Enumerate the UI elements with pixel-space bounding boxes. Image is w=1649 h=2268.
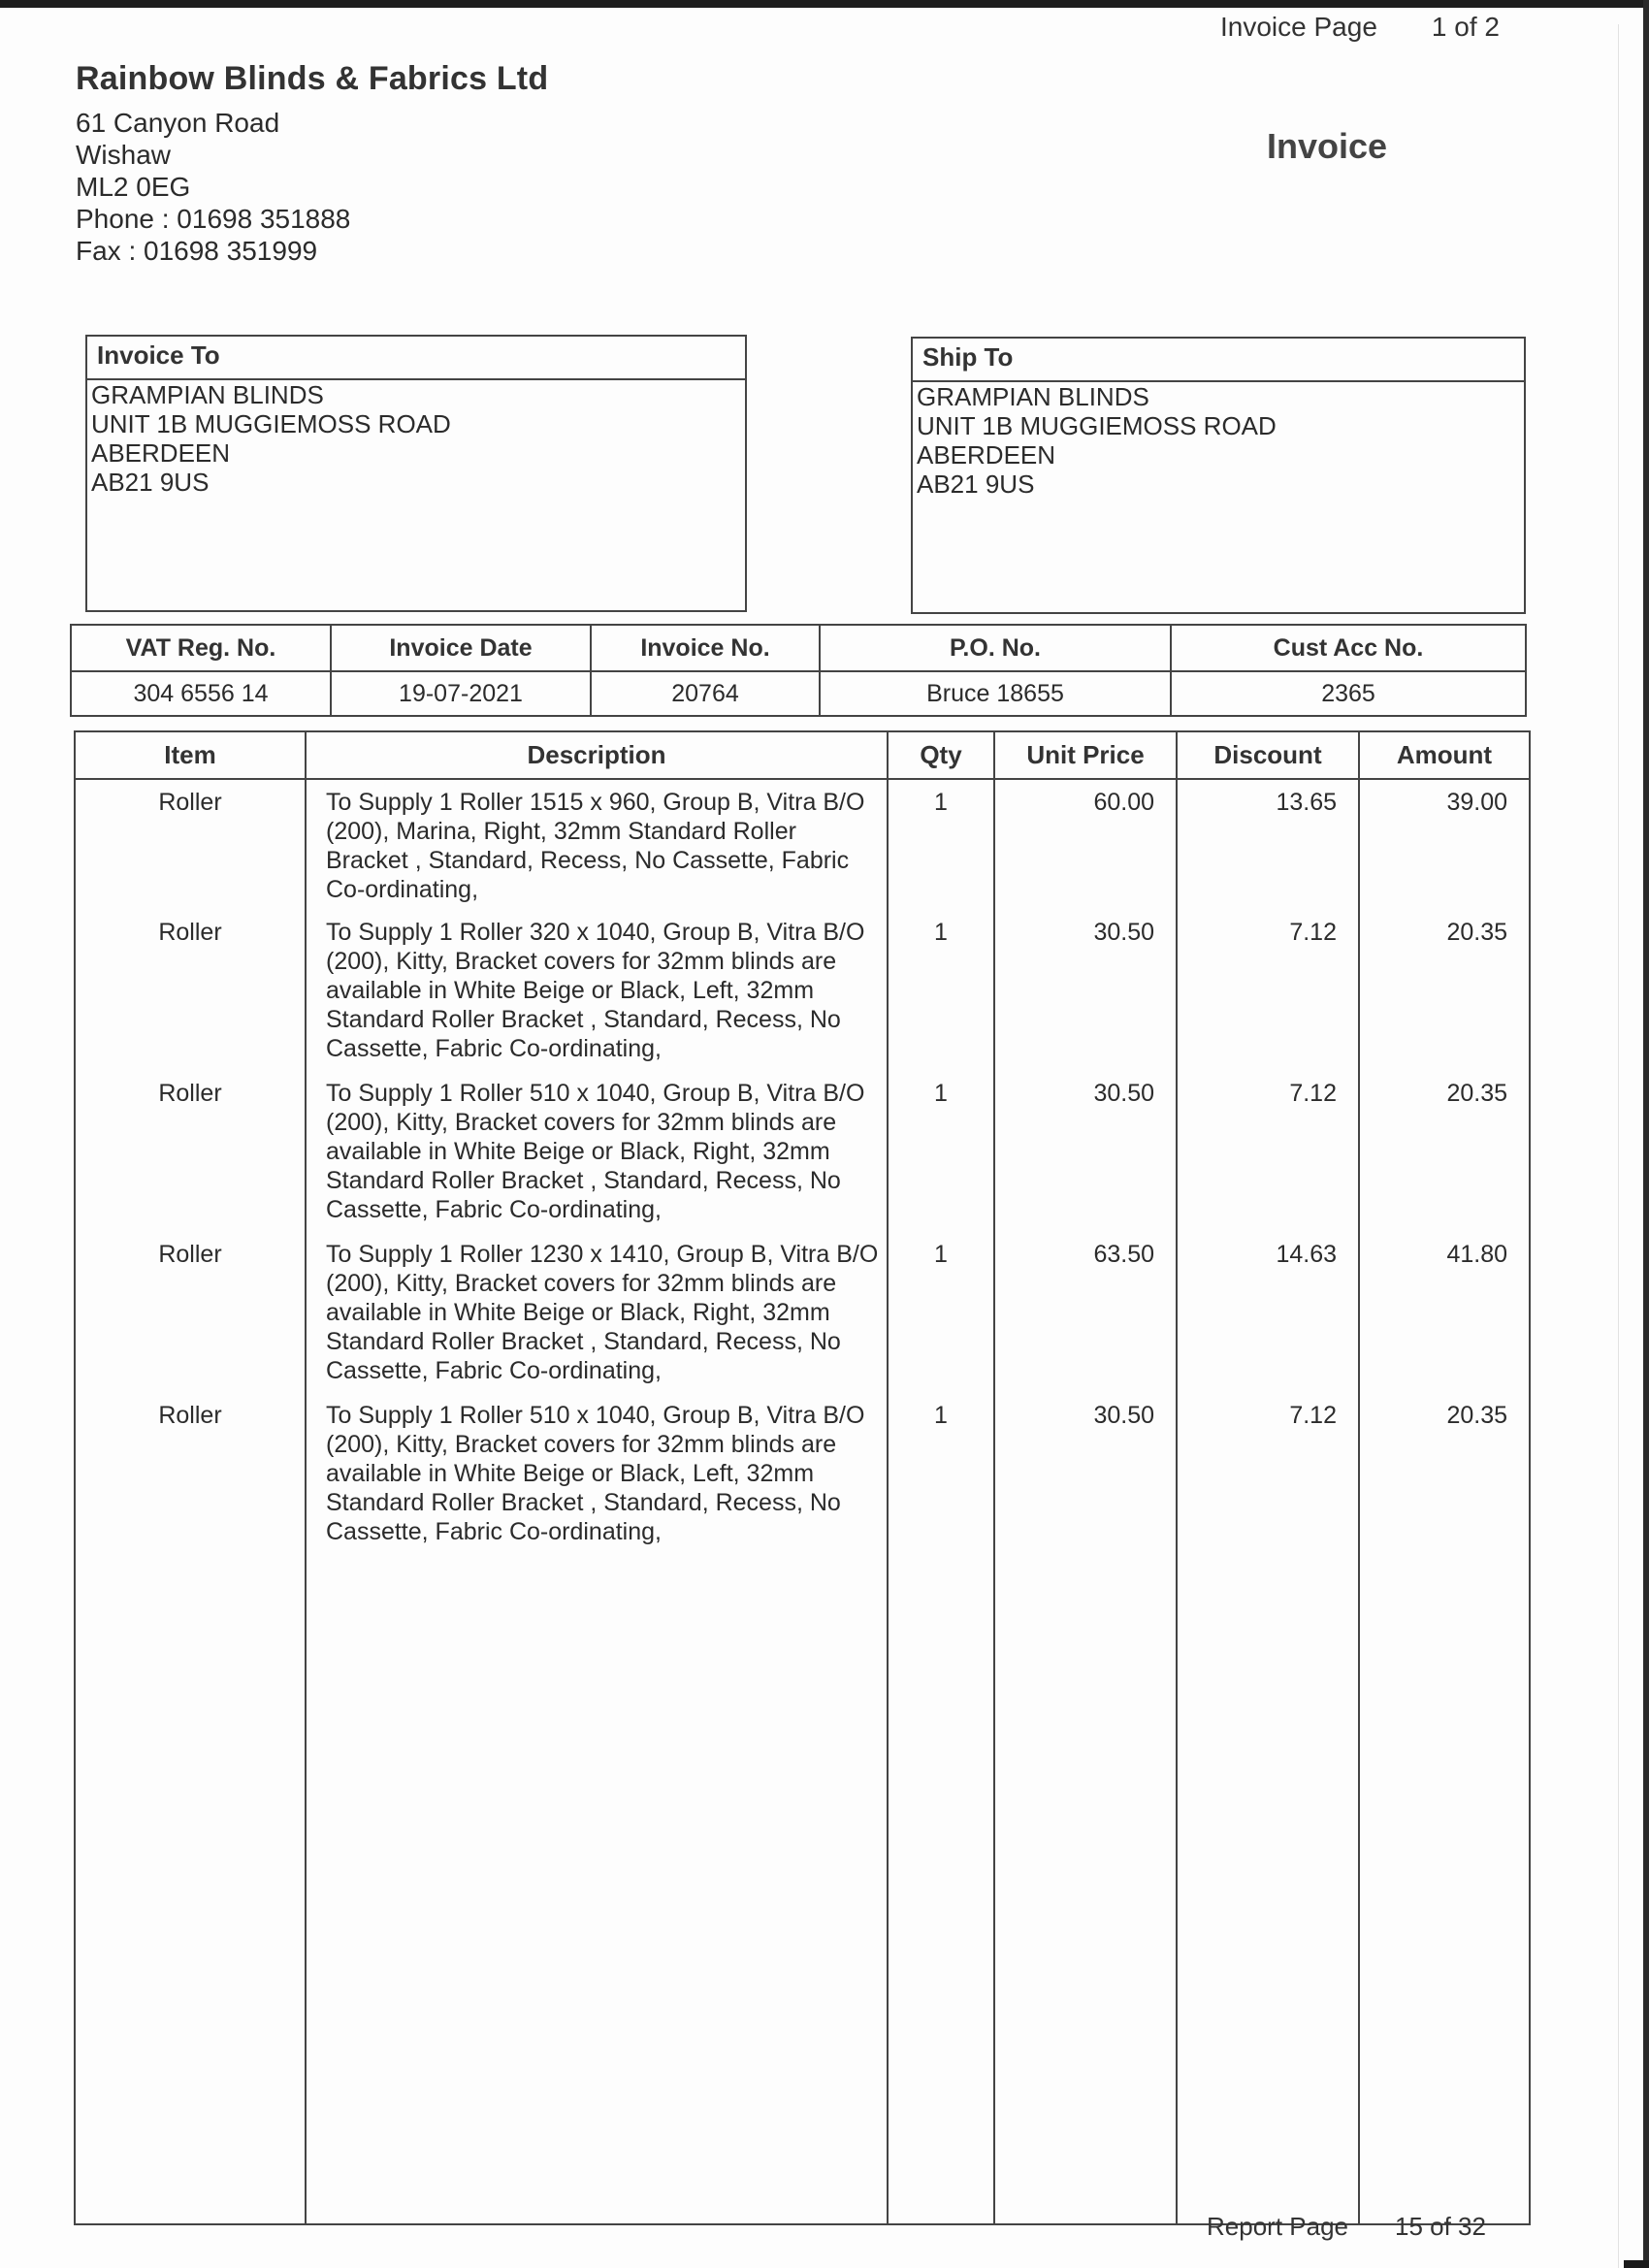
company-address [76,107,350,267]
report-page-label: Report Page [1207,2212,1348,2241]
filler-cell [306,1554,888,2224]
line-items-table [74,730,1531,2225]
invoice-date-value: 19-07-2021 [331,671,591,716]
item-header: Item [75,731,306,779]
scan-edge-top [0,0,1649,8]
table-filler-row [75,1554,1530,2224]
item-unit-price: 30.50 [994,1071,1177,1232]
item-description: To Supply 1 Roller 1515 x 960, Group B, Vitra B/O (200), Marina, Right, 32mm Standard Roller Bracket , Standard, Recess, No Cassette, Fabric Co-ordinating, [306,779,888,910]
item-name: Roller [75,779,306,910]
scan-edge-corner [1624,2260,1649,2268]
report-page-indicator [1207,2212,1486,2242]
amount-header: Amount [1359,731,1530,779]
document-title: Invoice [1267,126,1388,166]
address-line: GRAMPIAN BLINDS [91,380,324,409]
item-qty: 1 [888,910,994,1071]
filler-cell [1177,1554,1359,2224]
po-no-header: P.O. No. [820,625,1171,671]
invoice-page-value: 1 of 2 [1431,12,1500,42]
address-line: ABERDEEN [917,440,1056,470]
report-page-value: 15 of 32 [1394,2212,1486,2241]
item-qty: 1 [888,779,994,910]
ship-to-label: Ship To [913,339,1524,382]
address-line: GRAMPIAN BLINDS [917,382,1149,411]
item-unit-price: 30.50 [994,910,1177,1071]
ship-to-address [913,382,1524,499]
invoice-meta-table [70,624,1527,717]
cust-acc-value: 2365 [1171,671,1526,716]
invoice-page-label: Invoice Page [1220,12,1377,42]
filler-cell [994,1554,1177,2224]
address-line: UNIT 1B MUGGIEMOSS ROAD [91,409,451,438]
qty-header: Qty [888,731,994,779]
meta-header-row [71,625,1526,671]
invoice-to-address [87,380,745,497]
item-description: To Supply 1 Roller 320 x 1040, Group B, Vitra B/O (200), Kitty, Bracket covers for 32mm blinds are available in White Beige or Black, Left, 32mm Standard Roller Bracket , Standard, Recess, No Cassette, Fabric Co-ordinating, [306,910,888,1071]
address-line: Wishaw [76,140,172,170]
item-discount: 13.65 [1177,779,1359,910]
table-row [75,1393,1530,1554]
item-unit-price: 63.50 [994,1232,1177,1393]
item-amount: 39.00 [1359,779,1530,910]
invoice-date-header: Invoice Date [331,625,591,671]
item-qty: 1 [888,1071,994,1232]
table-row [75,1232,1530,1393]
table-row [75,910,1530,1071]
vat-reg-header: VAT Reg. No. [71,625,331,671]
item-discount: 7.12 [1177,1071,1359,1232]
item-amount: 41.80 [1359,1232,1530,1393]
invoice-page-indicator [1220,12,1500,58]
item-amount: 20.35 [1359,910,1530,1071]
company-fax: Fax : 01698 351999 [76,236,318,266]
scan-edge-right [1643,0,1649,2268]
item-name: Roller [75,1071,306,1232]
table-row [75,1071,1530,1232]
address-line: ABERDEEN [91,438,231,468]
item-name: Roller [75,1393,306,1554]
invoice-no-value: 20764 [591,671,820,716]
item-name: Roller [75,910,306,1071]
table-row [75,779,1530,910]
item-qty: 1 [888,1232,994,1393]
address-line: UNIT 1B MUGGIEMOSS ROAD [917,411,1277,440]
discount-header: Discount [1177,731,1359,779]
scan-page-edge [1618,24,1619,2268]
meta-value-row [71,671,1526,716]
company-phone: Phone : 01698 351888 [76,204,351,234]
filler-cell [888,1554,994,2224]
items-header-row [75,731,1530,779]
unit-price-header: Unit Price [994,731,1177,779]
address-line: AB21 9US [91,468,210,497]
item-name: Roller [75,1232,306,1393]
item-discount: 7.12 [1177,1393,1359,1554]
item-description: To Supply 1 Roller 510 x 1040, Group B, Vitra B/O (200), Kitty, Bracket covers for 32mm blinds are available in White Beige or Black, Right, 32mm Standard Roller Bracket , Standard, Recess, No Cassette, Fabric Co-ordinating, [306,1071,888,1232]
po-no-value: Bruce 18655 [820,671,1171,716]
description-header: Description [306,731,888,779]
item-description: To Supply 1 Roller 1230 x 1410, Group B, Vitra B/O (200), Kitty, Bracket covers for 32mm blinds are available in White Beige or Black, Right, 32mm Standard Roller Bracket , Standard, Recess, No Cassette, Fabric Co-ordinating, [306,1232,888,1393]
item-unit-price: 60.00 [994,779,1177,910]
item-amount: 20.35 [1359,1393,1530,1554]
invoice-to-label: Invoice To [87,337,745,380]
ship-to-box [911,337,1526,614]
item-description: To Supply 1 Roller 510 x 1040, Group B, Vitra B/O (200), Kitty, Bracket covers for 32mm blinds are available in White Beige or Black, Left, 32mm Standard Roller Bracket , Standard, Recess, No Cassette, Fabric Co-ordinating, [306,1393,888,1554]
invoice-to-box [85,335,747,612]
item-discount: 14.63 [1177,1232,1359,1393]
item-amount: 20.35 [1359,1071,1530,1232]
item-discount: 7.12 [1177,910,1359,1071]
item-qty: 1 [888,1393,994,1554]
cust-acc-header: Cust Acc No. [1171,625,1526,671]
filler-cell [75,1554,306,2224]
address-line: AB21 9US [917,470,1035,499]
company-name: Rainbow Blinds & Fabrics Ltd [76,60,549,97]
filler-cell [1359,1554,1530,2224]
address-line: ML2 0EG [76,172,191,202]
address-line: 61 Canyon Road [76,108,280,138]
vat-reg-value: 304 6556 14 [71,671,331,716]
invoice-no-header: Invoice No. [591,625,820,671]
item-unit-price: 30.50 [994,1393,1177,1554]
